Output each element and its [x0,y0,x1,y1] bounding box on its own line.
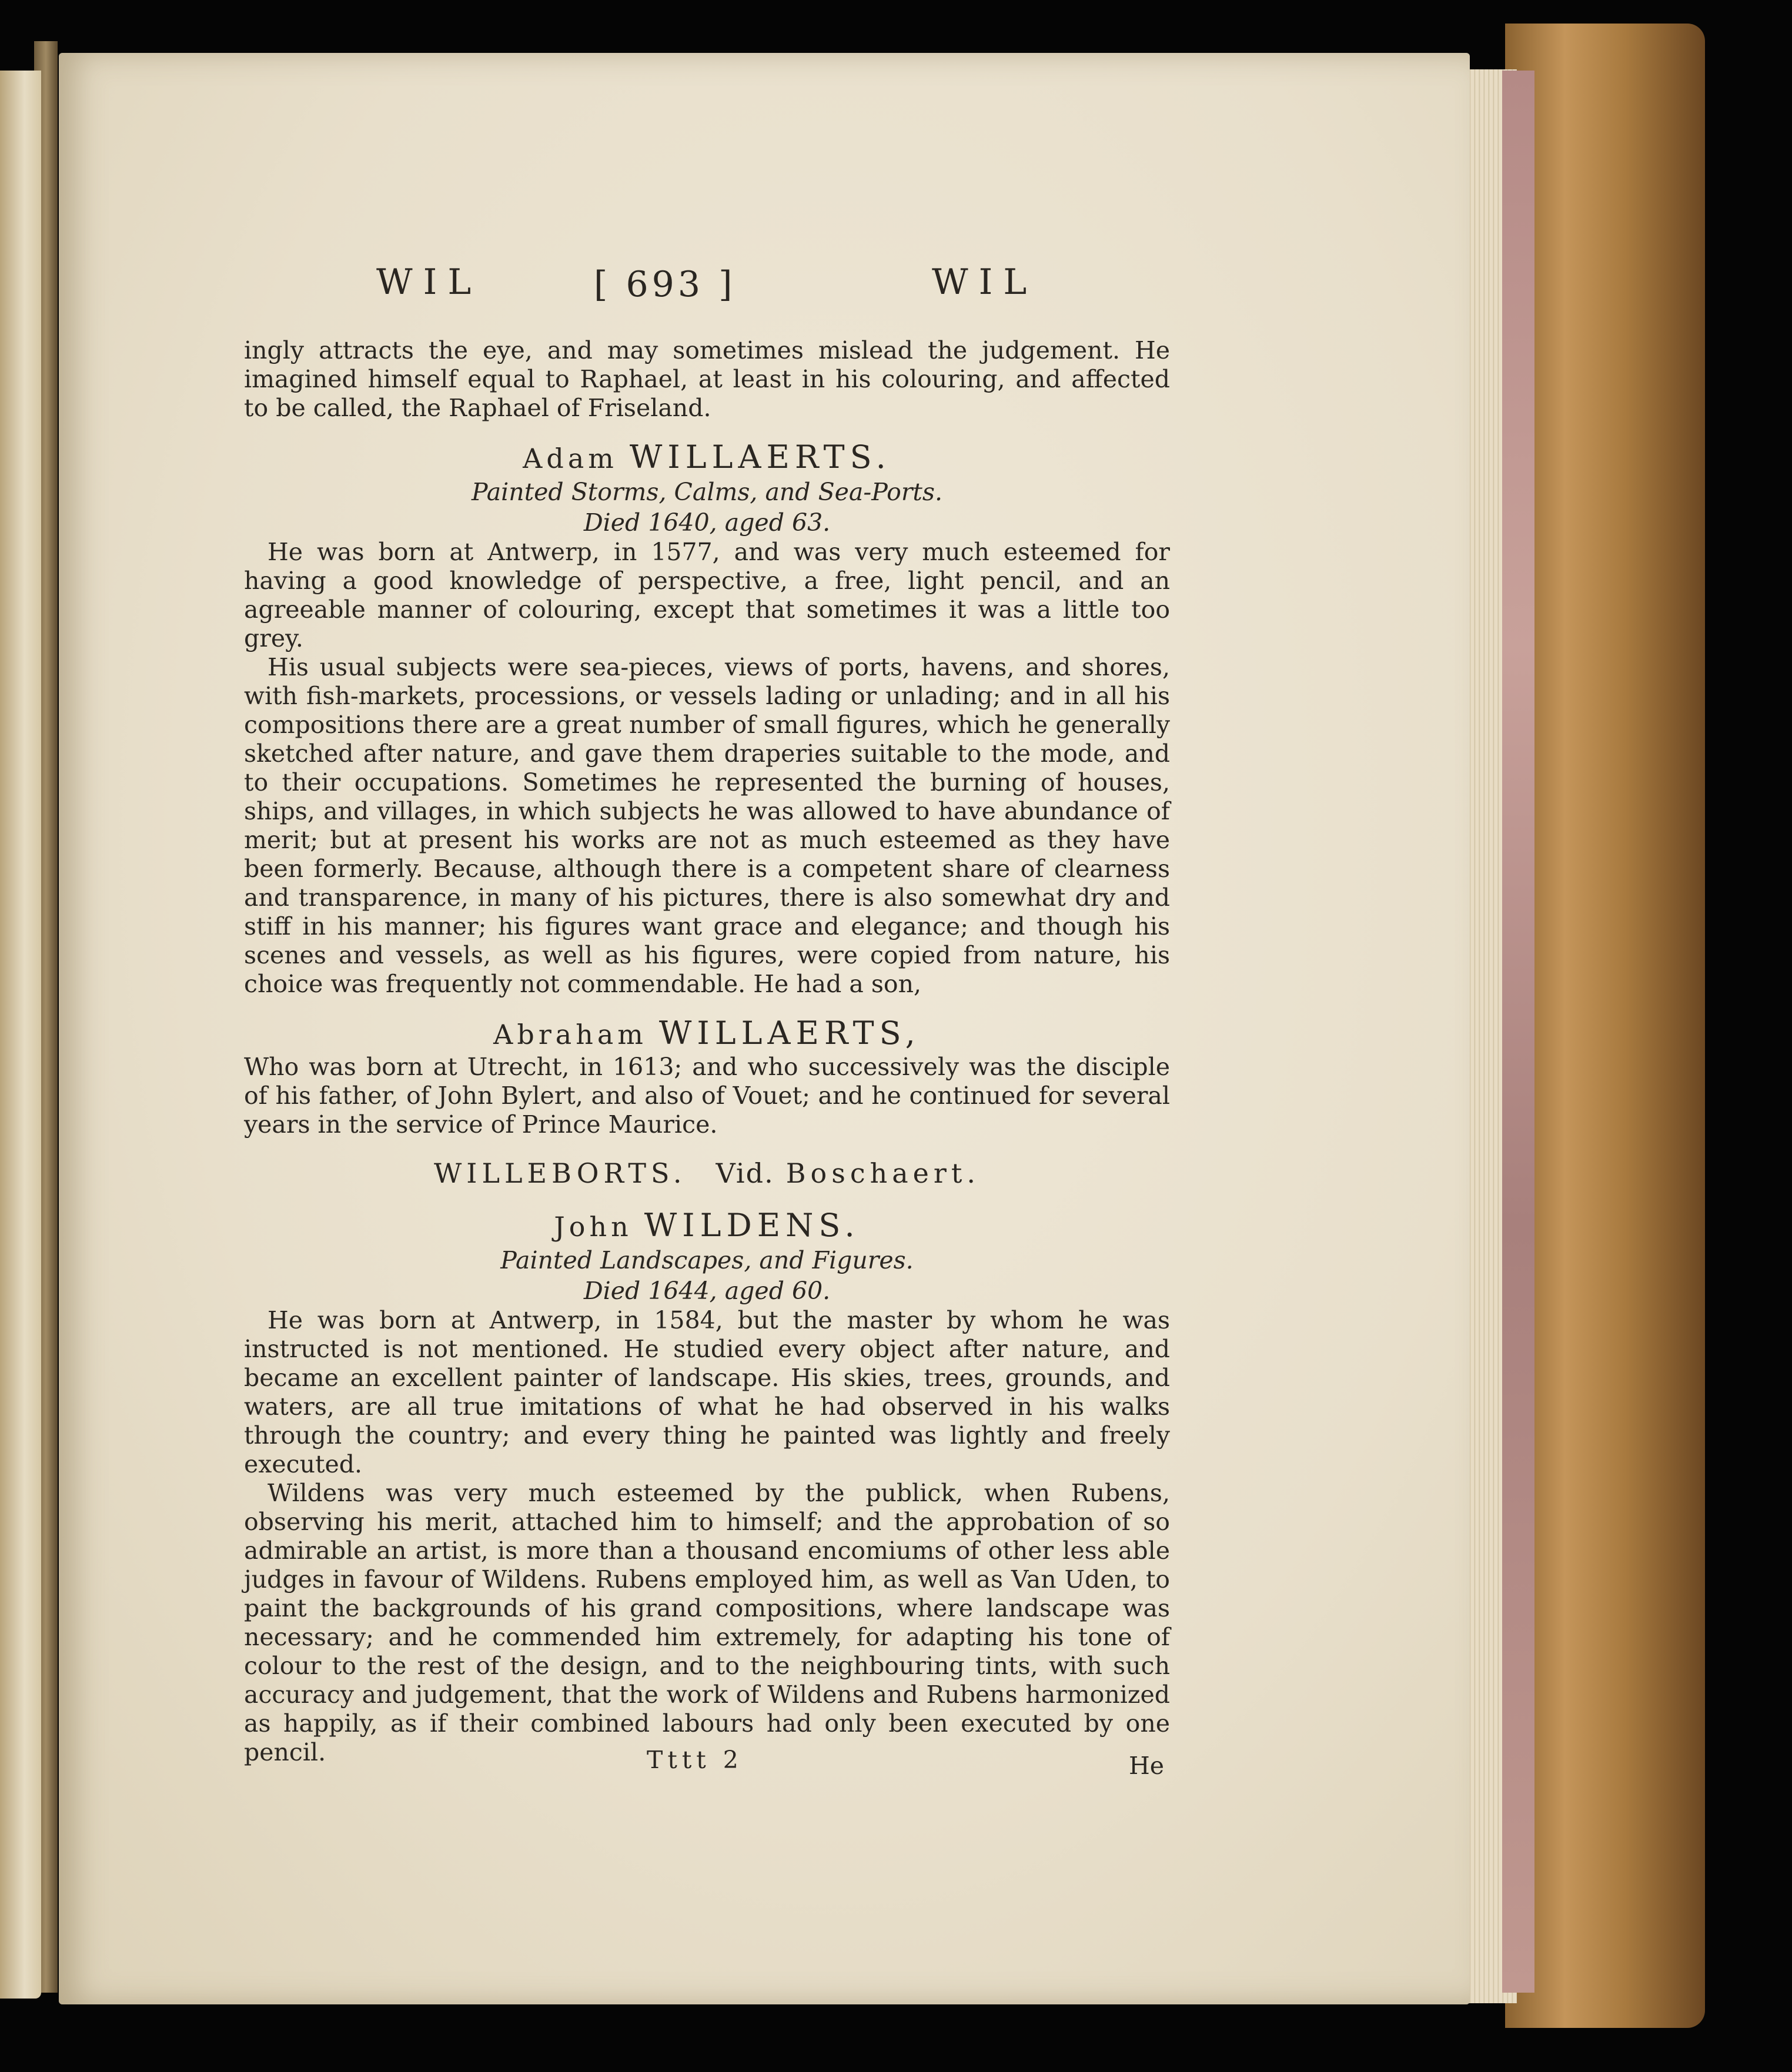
entry-first-name: Adam [523,443,618,474]
header-right: WIL [932,262,1038,303]
entry-paragraph: Who was born at Utrecht, in 1613; and who successively was the disciple of his father, of John Bylert, and also of Vouet; and he continued for several years in the service of Prince Maurice. [244,1053,1170,1139]
entry-first-name: John [554,1211,633,1243]
left-page-edge [0,71,41,1999]
entry-heading-adam [244,439,1170,477]
signature-mark: Tttt 2 [647,1746,743,1774]
cross-ref-name: WILLEBORTS. [434,1157,687,1189]
running-header [376,262,1058,309]
entry-subtitle: Painted Landscapes, and Figures. [500,1246,914,1274]
entry-surname: WILLAERTS. [629,438,891,476]
cross-ref-vid: Vid. [716,1157,774,1189]
cross-ref-target: Boschaert. [785,1157,980,1189]
entry-paragraph: He was born at Antwerp, in 1577, and was very much esteemed for having a good knowledge of perspective, a free, light pencil, and an agreeable manner of colouring, except that sometimes it was a little too grey. [244,538,1170,652]
page-number: [ 693 ] [594,264,736,305]
entry-paragraph: His usual subjects were sea-pieces, views of ports, havens, and shores, with fish-markets, processions, or vessels lading or unlading; and in all his compositions there are a great number of small figures, which he generally sketched after nature, and gave them draperies suitable to the mode, and to their occupations. Sometimes he represented the burning of houses, ships, and villages, in which subjects he was allowed to have abundance of merit; but at present his works are not as much esteemed as they have been formerly. Because, although there is a competent share of clearness and transparence, in many of his pictures, there is also somewhat dry and stiff in his manner; his figures want grace and elegance; and though his scenes and vessels, as well as his figures, were copied from nature, his choice was frequently not commendable. He had a son, [244,653,1170,998]
page-footer [647,1746,1164,1781]
book-cover [1505,24,1705,2028]
entry-died: Died 1644, aged 60. [583,1277,831,1305]
entry-heading-abraham [244,1015,1170,1053]
intro-paragraph: ingly attracts the eye, and may sometimes mislead the judgement. He imagined himself equal to Raphael, at least in his colouring, and affected to be called, the Raphael of Friseland. [244,336,1170,422]
entry-died: Died 1640, aged 63. [583,508,831,537]
entry-first-name: Abraham [493,1019,647,1050]
entry-paragraph: Wildens was very much esteemed by the publick, when Rubens, observing his merit, attached him to himself; and the approbation of so admirable an artist, is more than a thousand encomiums of other less able judges in favour of Wildens. Rubens employed him, as well as Van Uden, to paint the backgrounds of his grand compositions, where landscape was necessary; and he commended him extremely, for adapting his tone of colour to the rest of the design, and to the neighbouring tints, with such accuracy and judgement, that the work of Wildens and Rubens harmonized as happily, as if their combined labours had only been executed by one pencil. [244,1479,1170,1766]
entry-paragraph: He was born at Antwerp, in 1584, but the master by whom he was instructed is not mentioned. He studied every object after nature, and became an excellent painter of landscape. His skies, trees, grounds, and waters, are all true imitations of what he had observed in his walks through the country; and every thing he painted was lightly and freely executed. [244,1306,1170,1478]
page-body [244,336,1170,1767]
header-left: WIL [376,262,482,303]
entry-surname: WILLAERTS, [658,1015,921,1052]
cross-reference [244,1156,1170,1191]
catchword: He [1128,1752,1164,1780]
marbled-edge [1502,71,1534,1993]
entry-heading-wildens [244,1207,1170,1245]
entry-surname: WILDENS. [644,1207,860,1244]
entry-subtitle: Painted Storms, Calms, and Sea-Ports. [471,478,942,506]
